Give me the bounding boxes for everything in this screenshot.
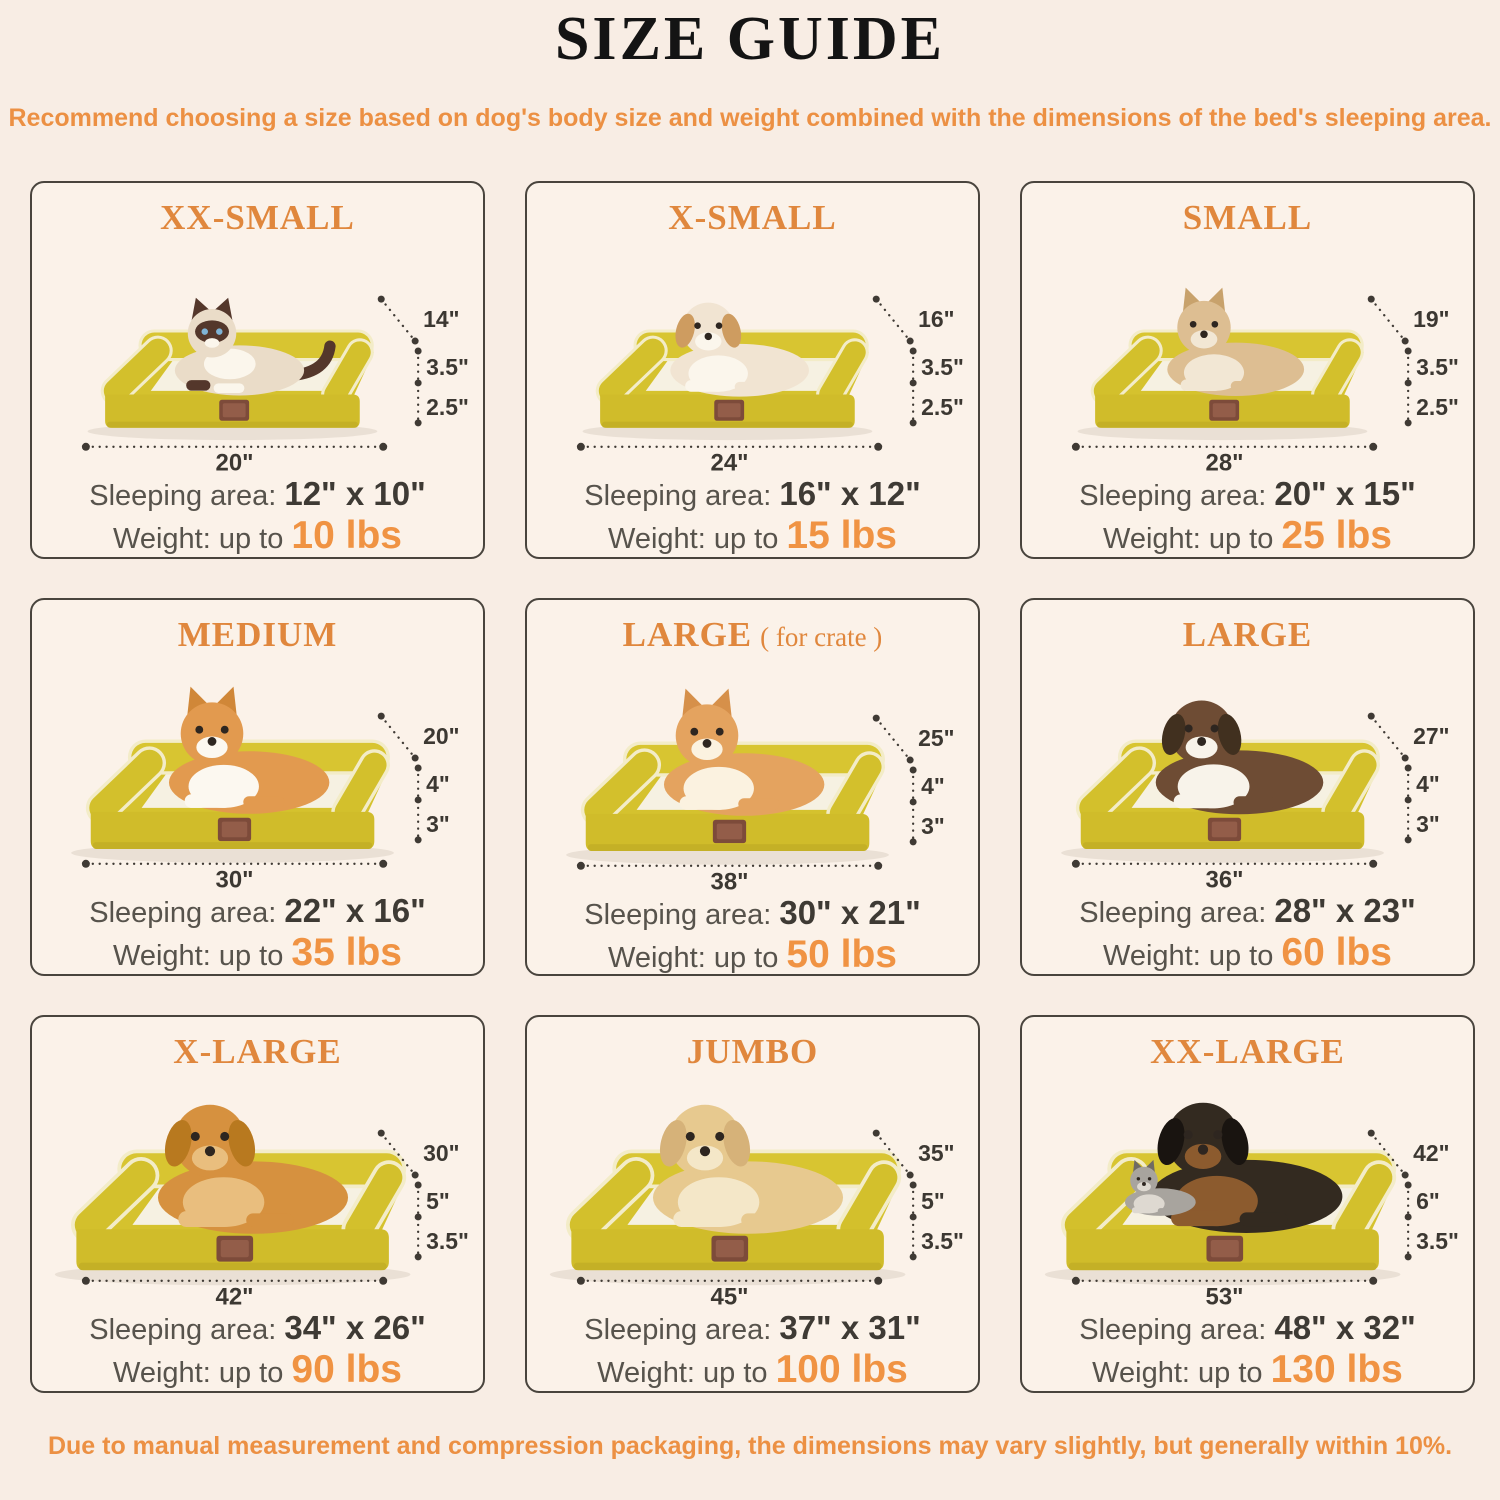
up-to-label: up to bbox=[218, 523, 284, 555]
weight-line bbox=[32, 931, 483, 976]
sleeping-area-label: Sleeping area: bbox=[1079, 897, 1267, 929]
bolster-height-dimension: 4" bbox=[1416, 770, 1440, 797]
bed-illustration bbox=[1022, 1074, 1473, 1310]
weight-line bbox=[527, 1348, 978, 1393]
width-dimension: 38" bbox=[710, 868, 749, 895]
width-dimension: 42" bbox=[215, 1283, 254, 1310]
depth-dimension: 25" bbox=[918, 725, 955, 752]
weight-label: Weight: bbox=[1103, 523, 1201, 555]
size-name bbox=[32, 613, 483, 657]
up-to-label: up to bbox=[1208, 523, 1274, 555]
sleeping-area-value: 48" x 32" bbox=[1274, 1309, 1416, 1346]
weight-label: Weight: bbox=[113, 523, 211, 555]
base-height-dimension: 3" bbox=[1416, 810, 1440, 837]
bed-diagram bbox=[527, 659, 978, 895]
bed-diagram bbox=[32, 657, 483, 893]
bed-illustration bbox=[527, 240, 978, 476]
bolster-height-dimension: 3.5" bbox=[426, 353, 469, 380]
weight-value: 100 lbs bbox=[775, 1348, 908, 1391]
size-card-xx-large bbox=[1020, 1015, 1475, 1393]
weight-label: Weight: bbox=[1103, 940, 1201, 972]
sleeping-area-line bbox=[1022, 1310, 1473, 1348]
sleeping-area-line bbox=[527, 1310, 978, 1348]
sleeping-area-value: 12" x 10" bbox=[284, 475, 426, 512]
base-height-dimension: 2.5" bbox=[1416, 393, 1459, 420]
sleeping-area-line bbox=[1022, 476, 1473, 514]
depth-dimension: 30" bbox=[423, 1140, 460, 1167]
weight-label: Weight: bbox=[113, 940, 211, 972]
weight-line bbox=[1022, 1348, 1473, 1393]
bolster-height-dimension: 5" bbox=[921, 1187, 945, 1214]
size-name bbox=[32, 1030, 483, 1074]
size-label: LARGE bbox=[622, 615, 753, 654]
sleeping-area-line bbox=[32, 1310, 483, 1348]
bed-diagram bbox=[32, 240, 483, 476]
sleeping-area-label: Sleeping area: bbox=[89, 1314, 277, 1346]
sleeping-area-line bbox=[32, 893, 483, 931]
disclaimer-note: Due to manual measurement and compression packaging, the dimensions may vary slightly, but generally within 10%. bbox=[47, 1432, 1453, 1460]
size-name bbox=[1022, 613, 1473, 657]
sleeping-area-label: Sleeping area: bbox=[89, 480, 277, 512]
sleeping-area-line bbox=[32, 476, 483, 514]
size-label: SMALL bbox=[1182, 198, 1313, 237]
bed-diagram bbox=[1022, 1074, 1473, 1310]
weight-value: 50 lbs bbox=[786, 933, 897, 976]
up-to-label: up to bbox=[713, 523, 779, 555]
weight-value: 10 lbs bbox=[291, 514, 402, 557]
up-to-label: up to bbox=[703, 1357, 768, 1389]
size-card-large bbox=[1020, 598, 1475, 976]
bed-illustration bbox=[527, 659, 978, 895]
depth-dimension: 35" bbox=[918, 1140, 955, 1167]
weight-value: 25 lbs bbox=[1281, 514, 1392, 557]
weight-line bbox=[527, 514, 978, 559]
sleeping-area-label: Sleeping area: bbox=[1079, 1314, 1267, 1346]
size-card-large-for-crate bbox=[525, 598, 980, 976]
width-dimension: 30" bbox=[215, 866, 254, 893]
size-card-small bbox=[1020, 181, 1475, 559]
sleeping-area-value: 20" x 15" bbox=[1274, 475, 1416, 512]
up-to-label: up to bbox=[1198, 1357, 1263, 1389]
width-dimension: 36" bbox=[1205, 866, 1244, 893]
bolster-height-dimension: 4" bbox=[426, 770, 450, 797]
up-to-label: up to bbox=[218, 1357, 284, 1389]
bed-diagram bbox=[527, 240, 978, 476]
sleeping-area-label: Sleeping area: bbox=[584, 480, 772, 512]
bolster-height-dimension: 6" bbox=[1416, 1187, 1440, 1214]
size-card-medium bbox=[30, 598, 485, 976]
depth-dimension: 14" bbox=[423, 306, 460, 333]
up-to-label: up to bbox=[218, 940, 284, 972]
sleeping-area-value: 34" x 26" bbox=[284, 1309, 426, 1346]
size-note: ( for crate ) bbox=[760, 622, 883, 652]
weight-label: Weight: bbox=[113, 1357, 211, 1389]
bed-diagram bbox=[1022, 657, 1473, 893]
sleeping-area-line bbox=[1022, 893, 1473, 931]
size-name bbox=[1022, 1030, 1473, 1074]
sleeping-area-line bbox=[527, 476, 978, 514]
bed-diagram bbox=[1022, 240, 1473, 476]
sleeping-area-value: 37" x 31" bbox=[779, 1309, 921, 1346]
base-height-dimension: 3" bbox=[426, 810, 450, 837]
size-card-jumbo bbox=[525, 1015, 980, 1393]
sleeping-area-label: Sleeping area: bbox=[1079, 480, 1267, 512]
weight-label: Weight: bbox=[608, 942, 706, 974]
width-dimension: 20" bbox=[215, 449, 254, 476]
depth-dimension: 20" bbox=[423, 723, 460, 750]
weight-value: 130 lbs bbox=[1270, 1348, 1403, 1391]
page-subtitle: Recommend choosing a size based on dog's body size and weight combined with the dimensions of the bed's sleeping area. bbox=[8, 104, 1492, 132]
base-height-dimension: 3.5" bbox=[921, 1227, 964, 1254]
weight-line bbox=[32, 514, 483, 559]
sleeping-area-value: 30" x 21" bbox=[779, 894, 921, 931]
weight-label: Weight: bbox=[608, 523, 706, 555]
size-card-x-large bbox=[30, 1015, 485, 1393]
base-height-dimension: 3.5" bbox=[426, 1227, 469, 1254]
sleeping-area-value: 28" x 23" bbox=[1274, 892, 1416, 929]
weight-value: 60 lbs bbox=[1281, 931, 1392, 974]
weight-line bbox=[527, 933, 978, 976]
width-dimension: 24" bbox=[710, 449, 749, 476]
depth-dimension: 27" bbox=[1413, 723, 1450, 750]
bed-illustration bbox=[1022, 240, 1473, 476]
bed-diagram bbox=[32, 1074, 483, 1310]
sleeping-area-value: 22" x 16" bbox=[284, 892, 426, 929]
width-dimension: 28" bbox=[1205, 449, 1244, 476]
sleeping-area-value: 16" x 12" bbox=[779, 475, 921, 512]
base-height-dimension: 3.5" bbox=[1416, 1227, 1459, 1254]
up-to-label: up to bbox=[713, 942, 779, 974]
page-title: SIZE GUIDE bbox=[554, 5, 946, 73]
sleeping-area-label: Sleeping area: bbox=[584, 899, 772, 931]
size-card-grid bbox=[30, 181, 1475, 1393]
size-label: X-SMALL bbox=[668, 198, 837, 237]
base-height-dimension: 3" bbox=[921, 812, 945, 839]
bolster-height-dimension: 3.5" bbox=[921, 353, 964, 380]
weight-label: Weight: bbox=[597, 1357, 695, 1389]
bed-illustration bbox=[32, 1074, 483, 1310]
weight-line bbox=[1022, 931, 1473, 976]
weight-value: 90 lbs bbox=[291, 1348, 402, 1391]
size-name bbox=[527, 196, 978, 240]
weight-value: 15 lbs bbox=[786, 514, 897, 557]
size-name bbox=[527, 613, 978, 659]
width-dimension: 53" bbox=[1205, 1283, 1244, 1310]
size-card-xx-small bbox=[30, 181, 485, 559]
base-height-dimension: 2.5" bbox=[921, 393, 964, 420]
bed-diagram bbox=[527, 1074, 978, 1310]
sleeping-area-label: Sleeping area: bbox=[584, 1314, 772, 1346]
size-label: MEDIUM bbox=[177, 615, 338, 654]
bed-illustration bbox=[32, 657, 483, 893]
size-name bbox=[527, 1030, 978, 1074]
size-name bbox=[32, 196, 483, 240]
bolster-height-dimension: 4" bbox=[921, 772, 945, 799]
sleeping-area-label: Sleeping area: bbox=[89, 897, 277, 929]
bolster-height-dimension: 3.5" bbox=[1416, 353, 1459, 380]
size-label: LARGE bbox=[1182, 615, 1313, 654]
depth-dimension: 16" bbox=[918, 306, 955, 333]
base-height-dimension: 2.5" bbox=[426, 393, 469, 420]
weight-line bbox=[1022, 514, 1473, 559]
up-to-label: up to bbox=[1208, 940, 1274, 972]
depth-dimension: 42" bbox=[1413, 1140, 1450, 1167]
size-card-x-small bbox=[525, 181, 980, 559]
sleeping-area-line bbox=[527, 895, 978, 933]
size-name bbox=[1022, 196, 1473, 240]
bed-illustration bbox=[1022, 657, 1473, 893]
bed-illustration bbox=[32, 240, 483, 476]
bed-illustration bbox=[527, 1074, 978, 1310]
size-label: JUMBO bbox=[686, 1032, 819, 1071]
size-label: X-LARGE bbox=[173, 1032, 342, 1071]
weight-value: 35 lbs bbox=[291, 931, 402, 974]
weight-label: Weight: bbox=[1092, 1357, 1190, 1389]
depth-dimension: 19" bbox=[1413, 306, 1450, 333]
size-label: XX-LARGE bbox=[1150, 1032, 1345, 1071]
weight-line bbox=[32, 1348, 483, 1393]
width-dimension: 45" bbox=[710, 1283, 749, 1310]
size-label: XX-SMALL bbox=[160, 198, 355, 237]
bolster-height-dimension: 5" bbox=[426, 1187, 450, 1214]
